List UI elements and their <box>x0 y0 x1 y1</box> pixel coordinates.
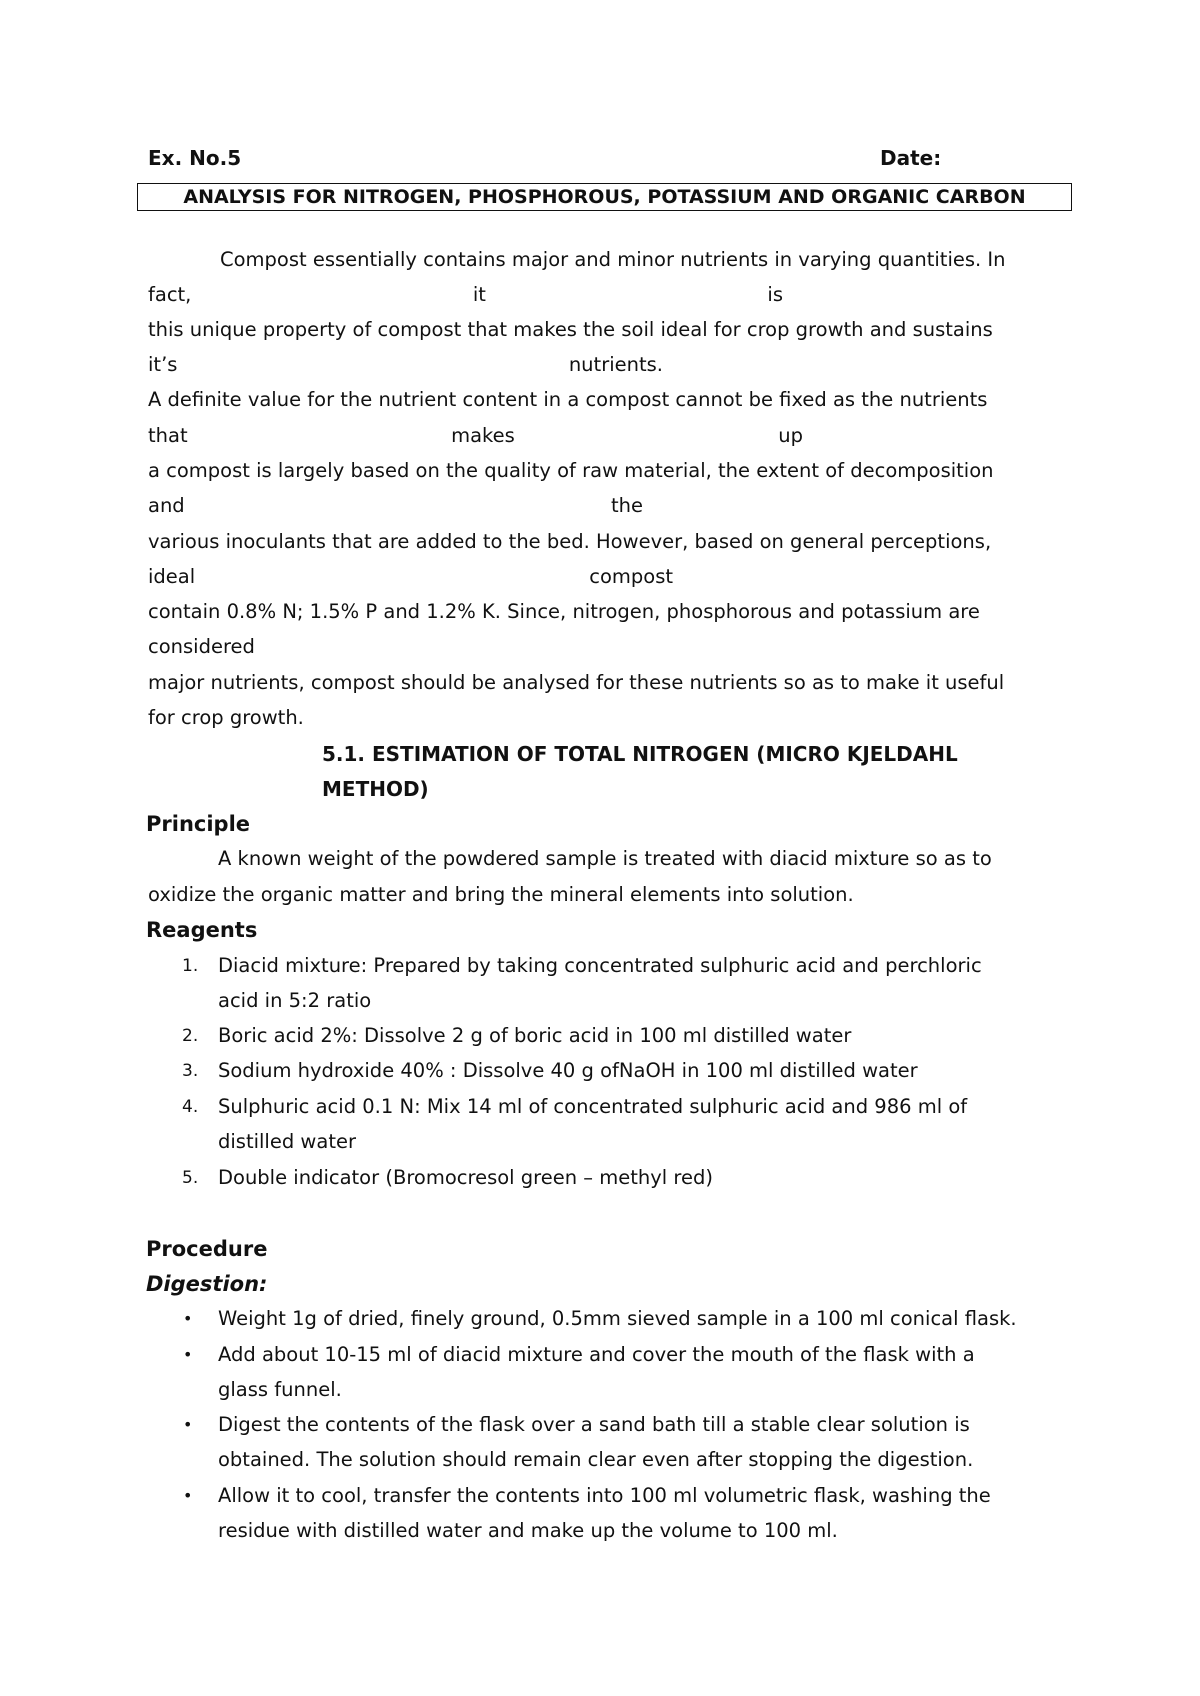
procedure-step-3: Digest the contents of the flask over a sand bath till a stable clear solution is <box>218 1413 970 1436</box>
digestion-subheading: Digestion: <box>146 1272 268 1296</box>
exercise-number: Ex. No.5 <box>148 146 242 170</box>
reagent-item-4: Sulphuric acid 0.1 N: Mix 14 ml of concentrated sulphuric acid and 986 ml of <box>218 1095 968 1118</box>
intro-line-1: Compost essentially contains major and minor nutrients in varying quantities. In <box>220 248 1006 271</box>
intro-line-4 <box>148 353 1063 377</box>
intro-line-6 <box>148 424 1063 448</box>
intro-line-9: various inoculants that are added to the bed. However, based on general perceptions, <box>148 530 992 553</box>
principle-line-2: oxidize the organic matter and bring the mineral elements into solution. <box>148 883 854 906</box>
reagent-number: 2. <box>182 1026 199 1046</box>
procedure-step-4-cont: residue with distilled water and make up the volume to 100 ml. <box>218 1519 838 1542</box>
reagent-item-1: Diacid mixture: Prepared by taking concentrated sulphuric acid and perchloric <box>218 954 982 977</box>
date-label: Date: <box>880 146 942 170</box>
intro-line-11: contain 0.8% N; 1.5% P and 1.2% K. Since, nitrogen, phosphorous and potassium are <box>148 600 980 623</box>
intro-line-12: considered <box>148 635 255 658</box>
bullet-icon: • <box>183 1486 193 1505</box>
reagent-number: 4. <box>182 1097 199 1117</box>
reagent-item-1-cont: acid in 5:2 ratio <box>218 989 372 1012</box>
intro-line-10 <box>148 565 1063 589</box>
intro-word: nutrients. <box>568 353 663 376</box>
reagent-number: 1. <box>182 956 199 976</box>
intro-line-13: major nutrients, compost should be analysed for these nutrients so as to make it useful <box>148 671 1005 694</box>
intro-word: that <box>148 424 188 447</box>
section-title-line-1: 5.1. ESTIMATION OF TOTAL NITROGEN (MICRO KJELDAHL <box>322 742 958 766</box>
reagent-item-3: Sodium hydroxide 40% : Dissolve 40 g ofNaOH in 100 ml distilled water <box>218 1059 918 1082</box>
reagent-number: 3. <box>182 1061 199 1081</box>
intro-word: it’s <box>148 353 178 376</box>
bullet-icon: • <box>183 1345 193 1364</box>
reagent-number: 5. <box>182 1168 199 1188</box>
intro-line-7: a compost is largely based on the quality of raw material, the extent of decomposition <box>148 459 994 482</box>
intro-line-14: for crop growth. <box>148 706 304 729</box>
section-title-line-2: METHOD) <box>322 777 429 801</box>
intro-line-8 <box>148 494 1063 518</box>
intro-word: compost <box>589 565 673 588</box>
reagents-heading: Reagents <box>146 918 258 942</box>
intro-word: and <box>148 494 185 517</box>
intro-word: the <box>610 494 643 517</box>
procedure-step-3-cont: obtained. The solution should remain clear even after stopping the digestion. <box>218 1448 974 1471</box>
intro-word: makes <box>451 424 515 447</box>
intro-line-2 <box>148 283 1063 307</box>
document-title: ANALYSIS FOR NITROGEN, PHOSPHOROUS, POTASSIUM AND ORGANIC CARBON <box>137 183 1072 211</box>
bullet-icon: • <box>183 1415 193 1434</box>
procedure-step-2: Add about 10-15 ml of diacid mixture and cover the mouth of the flask with a <box>218 1343 975 1366</box>
reagent-item-2: Boric acid 2%: Dissolve 2 g of boric acid in 100 ml distilled water <box>218 1024 852 1047</box>
intro-word: is <box>767 283 783 306</box>
intro-word: it <box>472 283 486 306</box>
intro-line-3: this unique property of compost that makes the soil ideal for crop growth and sustains <box>148 318 993 341</box>
intro-word: up <box>778 424 803 447</box>
procedure-heading: Procedure <box>146 1237 268 1261</box>
procedure-step-1: Weight 1g of dried, finely ground, 0.5mm sieved sample in a 100 ml conical flask. <box>218 1307 1017 1330</box>
procedure-step-4: Allow it to cool, transfer the contents into 100 ml volumetric flask, washing the <box>218 1484 991 1507</box>
intro-line-5: A definite value for the nutrient content in a compost cannot be fixed as the nutrients <box>148 388 988 411</box>
intro-word: fact, <box>148 283 192 306</box>
reagent-item-5: Double indicator (Bromocresol green – methyl red) <box>218 1166 713 1189</box>
procedure-step-2-cont: glass funnel. <box>218 1378 342 1401</box>
principle-line-1: A known weight of the powdered sample is treated with diacid mixture so as to <box>218 847 992 870</box>
bullet-icon: • <box>183 1309 193 1328</box>
principle-heading: Principle <box>146 812 251 836</box>
reagent-item-4-cont: distilled water <box>218 1130 356 1153</box>
intro-word: ideal <box>148 565 196 588</box>
